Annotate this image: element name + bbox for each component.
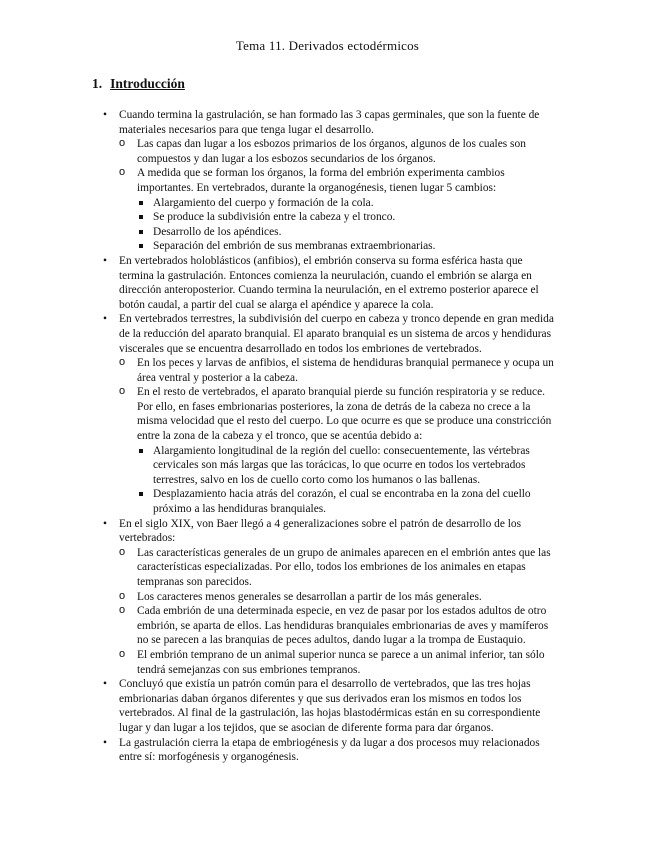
sub-item-text: Los caracteres menos generales se desarrollan a partir de los más generales. — [137, 590, 482, 603]
section-heading-text: Introducción — [110, 76, 185, 91]
bullet-item — [99, 736, 559, 765]
section-number: 1. — [92, 76, 103, 91]
sub-item-text: A medida que se forman los órganos, la forma del embrión experimenta cambios importantes. En vertebrados, durante la organogénesis, tienen lugar 5 cambios: — [137, 167, 505, 194]
sub-list — [119, 356, 559, 517]
document-title: Tema 11. Derivados ectodérmicos — [235, 38, 420, 53]
bullet-text: La gastrulación cierra la etapa de embriogénesis y da lugar a dos procesos muy relacionados entre sí: morfogénesis y organogénesis. — [119, 736, 540, 764]
square-item: Desplazamiento hacia atrás del corazón, el cual se encontraba en la zona del cuello próximo a las hendiduras branquiales. — [137, 487, 559, 516]
square-list — [137, 444, 559, 517]
sub-item-text: Cada embrión de una determinada especie, en vez de pasar por los estados adultos de otro embrión, se aparta de ellos. Las hendiduras branquiales embrionarias de aves y mamíferos no se parecen a las branquias de peces adultos, dando lugar a la trompa de Eustaquio. — [137, 605, 549, 647]
bullet-text: En vertebrados holoblásticos (anfibios), el embrión conserva su forma esférica hasta que termina la gastrulación. Entonces comienza la neurulación, cuando el embrión se alarga en dirección anteroposterior. Cuando termina la neurulación, en el extremo posterior aparece el botón caudal, a partir del cual se alarga el apéndice y aparece la cola. — [119, 254, 539, 311]
sub-item — [119, 604, 559, 648]
sub-item-text: El embrión temprano de un animal superior nunca se parece a un animal inferior, tan sólo tendrá semejanzas con sus embriones tempranos. — [137, 648, 545, 676]
sub-item — [119, 590, 559, 605]
sub-item-text: En los peces y larvas de anfibios, el sistema de hendiduras branquial permanece y ocupa un área ventral y posterior a la cabeza. — [137, 357, 554, 384]
bullet-text: En el siglo XIX, von Baer llegó a 4 generalizaciones sobre el patrón de desarrollo de los vertebrados: — [119, 517, 522, 545]
sub-item-text: En el resto de vertebrados, el aparato branquial pierde su función respiratoria y se reduce. Por ello, en fases embrionarias posteriores, la zona de detrás de la cabeza no crece a la misma velocidad que el resto del cuerpo. Lo que ocurre es que se produce una constricción entre la zona de la cabeza y el tronco, que se acentúa debido a: — [137, 386, 552, 443]
square-list — [137, 196, 559, 254]
sub-item — [119, 137, 559, 166]
bullet-text: Cuando termina la gastrulación, se han formado las 3 capas germinales, que son la fuente de materiales necesarios para que tenga lugar el desarrollo. — [119, 109, 540, 136]
bullet-item — [99, 517, 559, 678]
document-body — [99, 108, 559, 765]
sub-item-text: Las capas dan lugar a los esbozos primarios de los órganos, algunos de los cuales son compuestos y dan lugar a los esbozos secundarios de los órganos. — [137, 138, 526, 165]
square-item: Alargamiento longitudinal de la región del cuello: consecuentemente, las vértebras cervicales son más largas que las torácicas, lo que ocurre en todos los vertebrados terrestres, salvo en los de cuello corto como los humanos o las ballenas. — [137, 444, 559, 488]
bullet-text: Concluyó que existía un patrón común para el desarrollo de vertebrados, que las tres hojas embrionarias daban órganos diferentes y que sus derivados eran los mismos en todos los vertebrados. Al final de la gastrulación, las hojas blastodérmicas están en su correspondiente lugar y dan lugar a los tejidos, que se asocian de diferente forma para dar órganos. — [119, 678, 541, 734]
bullet-item — [99, 312, 559, 516]
section-heading — [92, 76, 185, 92]
sub-item-text: Las características generales de un grupo de animales aparecen en el embrión antes que las características especializadas. Por ello, todos los embriones de los animales en etapas tempranas son parecidos. — [137, 546, 551, 588]
bullet-text: En vertebrados terrestres, la subdivisión del cuerpo en cabeza y tronco depende en gran medida de la reducción del aparato branquial. El aparato branquial es un sistema de arcos y hendiduras viscerales que se encuentra desarrollado en todos los embriones de vertebrados. — [119, 313, 554, 355]
square-item: Desarrollo de los apéndices. — [137, 225, 559, 240]
bullet-list — [99, 108, 559, 765]
sub-list — [119, 137, 559, 254]
sub-list — [119, 546, 559, 677]
square-item: Se produce la subdivisión entre la cabeza y el tronco. — [137, 210, 559, 225]
bullet-item — [99, 254, 559, 312]
bullet-item — [99, 677, 559, 735]
square-item: Separación del embrión de sus membranas extraembrionarias. — [137, 239, 559, 254]
sub-item — [119, 546, 559, 590]
sub-item — [119, 166, 559, 254]
sub-item — [119, 648, 559, 677]
sub-item — [119, 356, 559, 385]
sub-item — [119, 385, 559, 516]
square-item: Alargamiento del cuerpo y formación de la cola. — [137, 196, 559, 211]
bullet-item — [99, 108, 559, 254]
